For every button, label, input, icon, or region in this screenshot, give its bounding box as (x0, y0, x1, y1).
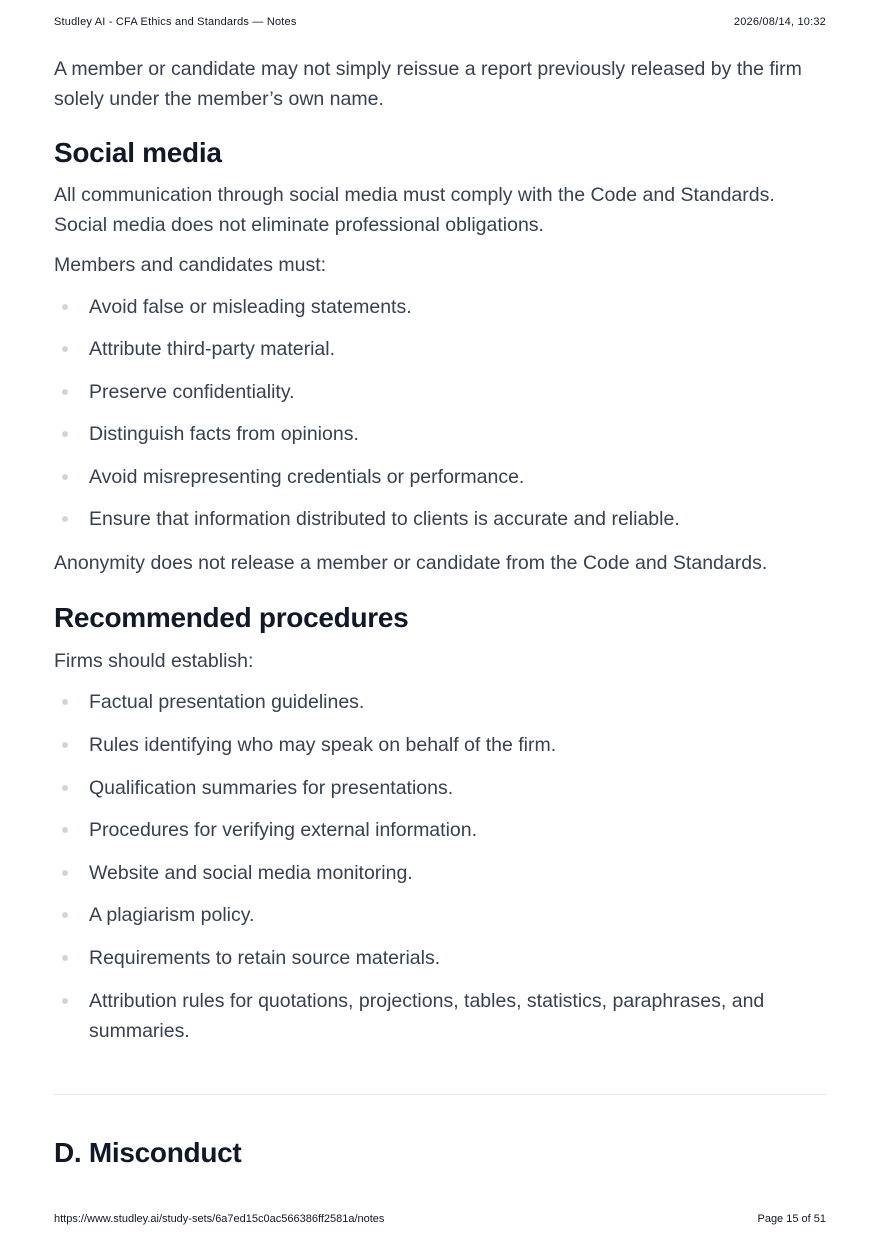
social-media-lead: Members and candidates must: (54, 254, 327, 276)
list-item-text: Attribute third-party material. (89, 338, 336, 361)
bullet-icon (62, 998, 68, 1004)
bullet-icon (62, 474, 68, 480)
list-item-text: Website and social media monitoring. (89, 861, 413, 884)
page-url: https://www.studley.ai/study-sets/6a7ed15c0ac566386ff2581a/notes (54, 1213, 385, 1225)
page-number: Page 15 of 51 (757, 1213, 826, 1225)
section-heading-social-media: Social media (54, 137, 222, 168)
social-media-list (54, 292, 826, 535)
list-item (54, 900, 826, 930)
list-item-text: Ensure that information distributed to clients is accurate and reliable. (89, 508, 680, 531)
list-item-text: A plagiarism policy. (89, 904, 255, 927)
bullet-icon (62, 742, 68, 748)
list-item (54, 462, 826, 492)
bullet-icon (62, 912, 68, 918)
document-title: Studley AI - CFA Ethics and Standards — Notes (54, 16, 297, 28)
list-item (54, 986, 826, 1046)
list-item-text: Preserve confidentiality. (89, 380, 295, 403)
section-divider (54, 1094, 826, 1095)
list-item (54, 858, 826, 888)
list-item (54, 377, 826, 407)
bullet-icon (62, 516, 68, 522)
print-datetime: 2026/08/14, 10:32 (733, 16, 826, 28)
list-item-text: Procedures for verifying external information. (89, 819, 478, 842)
list-item (54, 943, 826, 973)
list-item-text: Avoid misrepresenting credentials or performance. (89, 465, 525, 488)
section-heading-misconduct: D. Misconduct (54, 1137, 242, 1168)
print-header (54, 16, 826, 28)
bullet-icon (62, 870, 68, 876)
list-item (54, 687, 826, 717)
bullet-icon (62, 304, 68, 310)
procedures-list-block (54, 687, 826, 1045)
procedures-lead: Firms should establish: (54, 649, 254, 672)
list-item (54, 504, 826, 534)
list-item (54, 419, 826, 449)
list-item-text: Attribution rules for quotations, projections, tables, statistics, paraphrases, and summaries. (89, 989, 765, 1042)
bullet-icon (62, 955, 68, 961)
notes-content (54, 55, 826, 1046)
bullet-icon (62, 827, 68, 833)
bullet-icon (62, 785, 68, 791)
bullet-icon (62, 389, 68, 395)
list-item-text: Rules identifying who may speak on behalf of the firm. (89, 734, 557, 757)
list-item-text: Avoid false or misleading statements. (89, 295, 412, 318)
bullet-icon (62, 699, 68, 705)
anonymity-paragraph: Anonymity does not release a member or candidate from the Code and Standards. (54, 552, 768, 575)
list-item (54, 815, 826, 845)
list-item (54, 334, 826, 364)
list-item-text: Distinguish facts from opinions. (89, 423, 359, 446)
list-item (54, 730, 826, 760)
section-heading-recommended-procedures: Recommended procedures (54, 601, 409, 633)
list-item-text: Factual presentation guidelines. (89, 691, 365, 714)
intro-paragraph: A member or candidate may not simply reissue a report previously released by the firm solely under the member’s own name. (54, 58, 802, 110)
list-item (54, 773, 826, 803)
list-item-text: Qualification summaries for presentations. (89, 776, 454, 799)
list-item (54, 292, 826, 322)
bullet-icon (62, 346, 68, 352)
social-media-list-block (54, 292, 826, 535)
procedures-list (54, 687, 826, 1045)
list-item-text: Requirements to retain source materials. (89, 947, 441, 970)
social-media-paragraph: All communication through social media must comply with the Code and Standards. Social media does not eliminate professional obligations. (54, 184, 775, 236)
print-footer (54, 1213, 826, 1225)
bullet-icon (62, 431, 68, 437)
